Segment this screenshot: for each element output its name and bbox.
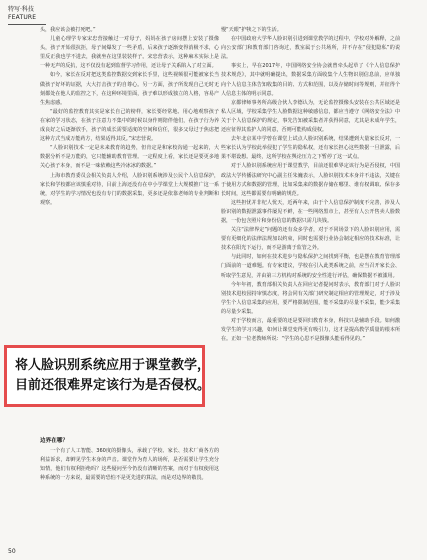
section-subheading: 边界在哪？	[40, 438, 68, 444]
body-paragraph: 去年北京某中学曾在课堂上试点人脸识别系统，结果遭到大量家长反对，一些家长认为学校此举侵犯了学生的隐私权，还有家长担心这些数据一旦泄露，后果不堪设想。最终，这所学校在舆论压力之下暂停了这一试点。	[221, 136, 400, 161]
right-column	[221, 26, 400, 552]
section-tag-rule	[8, 24, 46, 25]
body-paragraph: 京都律师事务所高级合伙人李德认为，无论监控摄像头安装在公共区域还是私人区域，学校采集学生人脸数据这种敏感信息，都应当遵守《网络安全法》中关于个人信息保护的规定，事先告知被采集者并获得同意，尤其是未成年学生，还应征得其监护人的同意，否则可能构成侵权。	[221, 99, 400, 134]
pull-quote-line-2: 目前还很难界定该行为是否侵权。	[15, 378, 211, 393]
body-paragraph: 事实上，早在2017年，中国网络安全协会就曾牵头起草了《个人信息保护技术规范》，其中就明确提出，数据采集方面收集个人生物识别信息前，应单独向个人信息主体告知收集的目的、方式和范围，以及存储时间等规则，并征得个人信息主体的明示同意。	[221, 63, 400, 97]
body-paragraph: 对于人脸识别系统应用于课堂教学，目前还很难界定该行为是否侵权，中国政法大学传播法研究中心副主任朱巍表示，人脸识别技术本身并不违法，关键在于使用方式和数据的管理，比如采集来的数据存储在哪里、谁有权调取、保存多长时间，这些都需要有明确的规范。	[221, 163, 400, 197]
body-paragraph: “最好的监控教育其实是家长自己的榜样，家长要经常地、用心地观察孩子在家的学习状态，在孩子注意力不集中的时候以身作则陪伴他们，在孩子行为养成良好之后逐渐放手，孩子的成长需要适度的空间和信任，很多父母过于焦虑把这种方式当成万能药方，结果适得其反。”宋忠营说。	[40, 108, 219, 143]
body-paragraph: 儿童心理学专家宋忠营接触过一对母子，妈妈在孩子房间摆上安装了摄像头，孩子开始很抗拒，母子间爆发了一些矛盾，后来孩子逐渐变得消极不求，心里反正我也学不进去，我就坐在这里装装样子。宋忠营表示，这种麻木实际上是一种无声的反抗，这不仅没有起到监督学习作用，还让母子关系陷入了对立面。	[40, 36, 219, 70]
body-paragraph: 这些担忧并非杞人忧天，近两年来，由于个人信息保护制度不完善，涉及人脸识别的数据泄露事件屡见不鲜，在一些网络黑市上，甚至有人公开售卖人脸数据，一份包含照片和身份信息的数据只需几块钱。	[221, 199, 400, 224]
section-tag-cn: 特写·科技	[8, 6, 34, 13]
body-paragraph: 慢“天眼”护犊之下的生活。	[221, 27, 282, 33]
body-paragraph: 如今，家长在反对把这类监控数据交到家长手里，这些视频很可能被家长当做孩子好坏的证据，大大打击孩子的自尊心。另一方面，孩子所发现自己无时无刻都处在他人的监控之下，在这种环境里面，孩子难以形成独立的人格，容易产生焦虑感。	[40, 72, 219, 106]
body-paragraph: 一个有了人工智能、360度的摄像头，承载了学校、家长、技术厂商各方的利益诉求，却鲜见学生本身的声音。课堂作为育人的场所，是否需要让学生充分知情，他们有权利拒绝吗？这些疑问至今仍没有清晰的答案，而对于有权使用这种系统的一方来说，最需要的恐怕不是更先进的算法，而是对边界的敬畏。	[40, 448, 219, 482]
pull-quote-line-1: 将人脸识别系统应用于课堂教学，	[15, 358, 211, 373]
body-paragraph: 上海市教育委员会相关负责人介绍，人脸识别系统涉及公民个人信息保护，家长和学校都应该慎重对待，目前上海还没有在中小学课堂上大规模推广这一系统，对学生的学习情况也没有专门的数据采集，更多还是依靠老师的专业判断和观察。	[40, 172, 219, 206]
body-paragraph: 头，我应该会被打死吧。”	[40, 27, 96, 33]
body-paragraph: 在中国政府大学华人脸识别引进到课堂教学的过程中，学校对外解释，之前向公安部门和教育部门咨询过，教室属于公共场所，并不存在“侵犯隐私”的说法。	[221, 36, 400, 61]
section-tag-en: FEATURE	[8, 14, 37, 21]
section-tag	[8, 6, 36, 22]
pull-quote	[4, 345, 211, 407]
left-column-top	[40, 26, 219, 276]
page-number: 50	[8, 548, 16, 555]
body-paragraph: 对于学校而言，最重要的还是要回归教育本身，科技只是辅助手段。如何激发学生的学习兴趣，如何让课堂变得更有吸引力，这才是提高教学质量的根本所在。正如一位老教师所说：“学生的心思不是摄像头能看得见的。”	[221, 318, 400, 343]
left-column-bottom	[40, 436, 219, 552]
body-paragraph: 关注“法律界定”问题的还有众多学者，对于不同场景下的人脸识别应用，需要有更细化的法律法规加以约束，同时也需要行业协会制定相应的技术标准，让技术在阳光下运行，而不是游离于监管之外。	[221, 227, 400, 252]
body-paragraph: 与此同时，如何在技术进步与隐私保护之间找到平衡，也是摆在教育管理部门面前的一道难题。有专家建议，学校在引入此类系统之前，应当召开家长会、听取学生意见，并由第三方机构对系统的安全性进行评估，确保数据不被滥用。	[221, 254, 400, 279]
body-paragraph: “人脸识别技术一定是未来教育的趋势，但肯定是和家校沟通一起来的，大数据分析不是万能的，它只能辅助教育管理。一定程度上看，家长还是要更多地关心孩子本身，而不是一味依赖这些冷冰冰的数据。”	[40, 145, 219, 170]
body-paragraph: 今年年初，教育部相关负责人在回应记者提问时表示，教育部门对于人脸识别技术进校园持审慎态度，将会同有关部门研究制定相应的管理规定，对于涉及学生个人信息采集的应用，要严格限制范围，能不采集的尽量不采集，能少采集的尽量少采集。	[221, 281, 400, 315]
